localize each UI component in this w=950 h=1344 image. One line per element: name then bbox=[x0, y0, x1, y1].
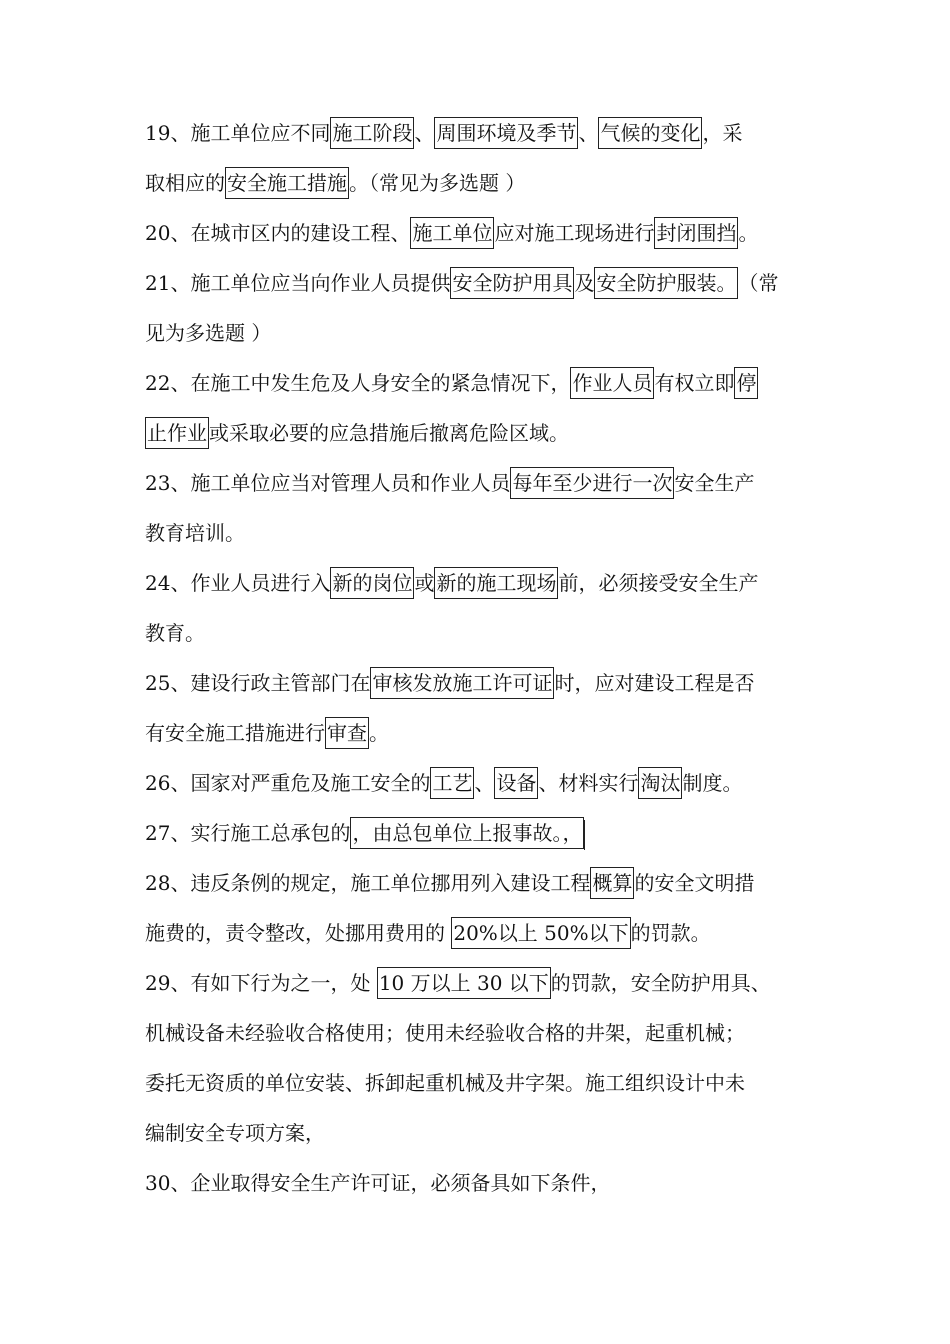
text: 22、在施工中发生危及人身安全的紧急情况下， bbox=[145, 371, 571, 395]
text: 、 bbox=[414, 121, 435, 145]
text: 有安全施工措施进行 bbox=[145, 721, 325, 745]
answer-box: 施工阶段 bbox=[330, 117, 414, 149]
text: 有权立即 bbox=[654, 371, 735, 395]
text-cursor-mark bbox=[584, 820, 585, 850]
answer-box: 周围环境及季节 bbox=[434, 117, 578, 149]
answer-box: 安全防护用具 bbox=[450, 267, 574, 299]
answer-box: 20%以上 50%以下 bbox=[451, 917, 630, 949]
answer-box: 淘汰 bbox=[638, 767, 682, 799]
text: 制度。 bbox=[682, 771, 743, 795]
answer-box: 设备 bbox=[494, 767, 538, 799]
q29-line-2 bbox=[145, 1008, 809, 1058]
text: 应对施工现场进行 bbox=[494, 221, 655, 245]
text: 的安全文明措 bbox=[634, 871, 755, 895]
text: 23、施工单位应当对管理人员和作业人员 bbox=[145, 471, 511, 495]
q29-line-3 bbox=[145, 1058, 809, 1108]
q24-line-1 bbox=[145, 558, 809, 608]
answer-box: 气候的变化 bbox=[598, 117, 702, 149]
text: 见为多选题 ） bbox=[145, 321, 272, 345]
text: 前，必须接受安全生产 bbox=[558, 571, 759, 595]
q21-line-1 bbox=[145, 258, 809, 308]
q25-line-2 bbox=[145, 708, 809, 758]
answer-box: 安全施工措施 bbox=[225, 167, 349, 199]
q22-line-1 bbox=[145, 358, 809, 408]
text: 、 bbox=[474, 771, 495, 795]
q19-line-1 bbox=[145, 108, 809, 158]
answer-box: 审查 bbox=[325, 717, 369, 749]
text: 、材料实行 bbox=[538, 771, 639, 795]
text: 19、施工单位应不同 bbox=[145, 121, 331, 145]
answer-box: 施工单位 bbox=[410, 217, 494, 249]
answer-box: 封闭围挡 bbox=[654, 217, 738, 249]
q26-line-1 bbox=[145, 758, 809, 808]
text: 的罚款，安全防护用具、 bbox=[550, 971, 771, 995]
answer-box: 概算 bbox=[590, 867, 634, 899]
q21-line-2 bbox=[145, 308, 809, 358]
text: 25、建设行政主管部门在 bbox=[145, 671, 371, 695]
q28-line-2 bbox=[145, 908, 809, 958]
text: 编制安全专项方案， bbox=[145, 1121, 325, 1145]
q29-line-4 bbox=[145, 1108, 809, 1158]
text: 及 bbox=[574, 271, 595, 295]
text: （常 bbox=[738, 271, 779, 295]
text: 20、在城市区内的建设工程、 bbox=[145, 221, 411, 245]
answer-box: 停 bbox=[734, 367, 758, 399]
answer-box: 新的施工现场 bbox=[434, 567, 558, 599]
q24-line-2 bbox=[145, 608, 809, 658]
text: 30、企业取得安全生产许可证，必须备具如下条件， bbox=[145, 1171, 611, 1195]
document-body bbox=[145, 108, 809, 1208]
text: 安全生产 bbox=[674, 471, 755, 495]
text: 机械设备未经验收合格使用；使用未经验收合格的井架，起重机械； bbox=[145, 1021, 745, 1045]
text: 27、实行施工总承包的 bbox=[145, 821, 351, 845]
answer-box: 工艺 bbox=[430, 767, 474, 799]
text: ，采 bbox=[702, 121, 743, 145]
text: 24、作业人员进行入 bbox=[145, 571, 331, 595]
answer-box: 10 万以上 30 以下 bbox=[377, 967, 551, 999]
answer-box: 止作业 bbox=[145, 417, 209, 449]
text: 施费的，责令整改，处挪用费用的 bbox=[145, 921, 452, 945]
text: 28、违反条例的规定，施工单位挪用列入建设工程 bbox=[145, 871, 591, 895]
text: 时，应对建设工程是否 bbox=[554, 671, 755, 695]
answer-box: 每年至少进行一次 bbox=[510, 467, 674, 499]
q28-line-1 bbox=[145, 858, 809, 908]
text: 、 bbox=[578, 121, 599, 145]
text: 或采取必要的应急措施后撤离危险区域。 bbox=[209, 421, 569, 445]
answer-box: ，由总包单位上报事故。， bbox=[350, 817, 584, 849]
text: 26、国家对严重危及施工安全的 bbox=[145, 771, 431, 795]
text: 委托无资质的单位安装、拆卸起重机械及井字架。施工组织设计中未 bbox=[145, 1071, 745, 1095]
text: 。（常见为多选题 ） bbox=[349, 171, 526, 195]
q23-line-2 bbox=[145, 508, 809, 558]
answer-box: 安全防护服装。 bbox=[594, 267, 738, 299]
text: 。 bbox=[738, 221, 759, 245]
q19-line-2 bbox=[145, 158, 809, 208]
q27-line-1 bbox=[145, 808, 809, 858]
text: 教育。 bbox=[145, 621, 205, 645]
text: 教育培训。 bbox=[145, 521, 245, 545]
answer-box: 作业人员 bbox=[570, 367, 654, 399]
q29-line-1 bbox=[145, 958, 809, 1008]
text: 。 bbox=[369, 721, 389, 745]
text: 21、施工单位应当向作业人员提供 bbox=[145, 271, 451, 295]
q22-line-2 bbox=[145, 408, 809, 458]
q30-line-1 bbox=[145, 1158, 809, 1208]
q20-line-1 bbox=[145, 208, 809, 258]
answer-box: 审核发放施工许可证 bbox=[370, 667, 554, 699]
q23-line-1 bbox=[145, 458, 809, 508]
text: 的罚款。 bbox=[630, 921, 711, 945]
text: 29、有如下行为之一，处 bbox=[145, 971, 377, 995]
text: 或 bbox=[414, 571, 435, 595]
answer-box: 新的岗位 bbox=[330, 567, 414, 599]
q25-line-1 bbox=[145, 658, 809, 708]
text: 取相应的 bbox=[145, 171, 225, 195]
